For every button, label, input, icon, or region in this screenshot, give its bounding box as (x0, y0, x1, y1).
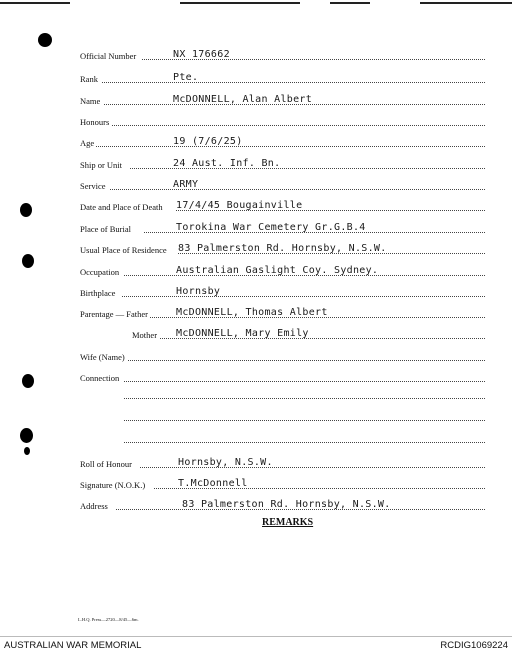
roll-of-honour-value: Hornsby, N.S.W. (178, 457, 273, 468)
occupation-row (80, 263, 485, 277)
burial-row (80, 220, 485, 234)
punch-hole-6 (24, 447, 30, 455)
signature-label: Signature (N.O.K.) (80, 480, 146, 490)
roll-of-honour-label: Roll of Honour (80, 459, 132, 469)
signature-row (80, 476, 485, 490)
address-row (80, 497, 485, 511)
death-label: Date and Place of Death (80, 202, 163, 212)
service-value: ARMY (173, 179, 199, 190)
death-row (80, 198, 485, 212)
burial-value: Torokina War Cemetery Gr.G.B.4 (176, 222, 366, 233)
name-row (80, 92, 485, 106)
name-label: Name (80, 96, 101, 106)
connection-row (80, 369, 485, 383)
address-value: 83 Palmerston Rd. Hornsby, N.S.W. (182, 499, 391, 510)
footer-institution: AUSTRALIAN WAR MEMORIAL (4, 640, 142, 651)
punch-hole-5 (20, 428, 33, 443)
birthplace-value: Hornsby (176, 286, 221, 297)
connection-label: Connection (80, 373, 120, 383)
age-row (80, 134, 485, 148)
rank-row (80, 70, 485, 84)
father-row (80, 305, 485, 319)
mother-value: McDONNELL, Mary Emily (176, 328, 309, 339)
wife-label: Wife (Name) (80, 352, 125, 362)
ship-or-unit-row (80, 156, 485, 170)
punch-hole-3 (22, 254, 34, 268)
service-row (80, 177, 485, 191)
death-value: 17/4/45 Bougainville (176, 200, 303, 211)
father-value: McDONNELL, Thomas Albert (176, 307, 328, 318)
ship-or-unit-label: Ship or Unit (80, 160, 123, 170)
mother-row (80, 326, 485, 340)
father-label: Parentage — Father (80, 309, 148, 319)
service-label: Service (80, 181, 106, 191)
mother-label: Mother (132, 330, 158, 340)
name-value: McDONNELL, Alan Albert (173, 94, 313, 105)
address-label: Address (80, 501, 108, 511)
printer-note: L.H.Q. Press—2720—8/45—6m. (78, 617, 139, 622)
occupation-label: Occupation (80, 267, 120, 277)
remarks-heading: REMARKS (262, 517, 314, 528)
age-value: 19 (7/6/25) (173, 136, 243, 147)
blank-line-2 (124, 419, 485, 421)
signature-value: T.McDonnell (178, 478, 248, 489)
blank-line-3 (124, 441, 485, 443)
punch-hole-4 (22, 374, 34, 388)
residence-label: Usual Place of Residence (80, 245, 167, 255)
roll-of-honour-row (80, 455, 485, 469)
residence-row (80, 241, 485, 255)
rank-label: Rank (80, 74, 98, 84)
archive-footer (0, 636, 512, 655)
birthplace-row (80, 284, 485, 298)
official-number-row (80, 47, 485, 61)
top-edge-marks (0, 2, 512, 4)
official-number-value: NX 176662 (173, 49, 230, 60)
punch-hole-1 (38, 33, 52, 47)
burial-label: Place of Burial (80, 224, 131, 234)
birthplace-label: Birthplace (80, 288, 116, 298)
residence-value: 83 Palmerston Rd. Hornsby, N.S.W. (178, 243, 387, 254)
honours-label: Honours (80, 117, 110, 127)
age-label: Age (80, 138, 95, 148)
ship-or-unit-value: 24 Aust. Inf. Bn. (173, 158, 281, 169)
punch-hole-2 (20, 203, 32, 217)
rank-value: Pte. (173, 72, 199, 83)
official-number-label: Official Number (80, 51, 137, 61)
occupation-value: Australian Gaslight Coy. Sydney. (176, 265, 379, 276)
blank-line-1 (124, 397, 485, 399)
footer-record-id: RCDIG1069224 (440, 640, 508, 651)
honours-row (80, 113, 485, 127)
wife-row (80, 348, 485, 362)
